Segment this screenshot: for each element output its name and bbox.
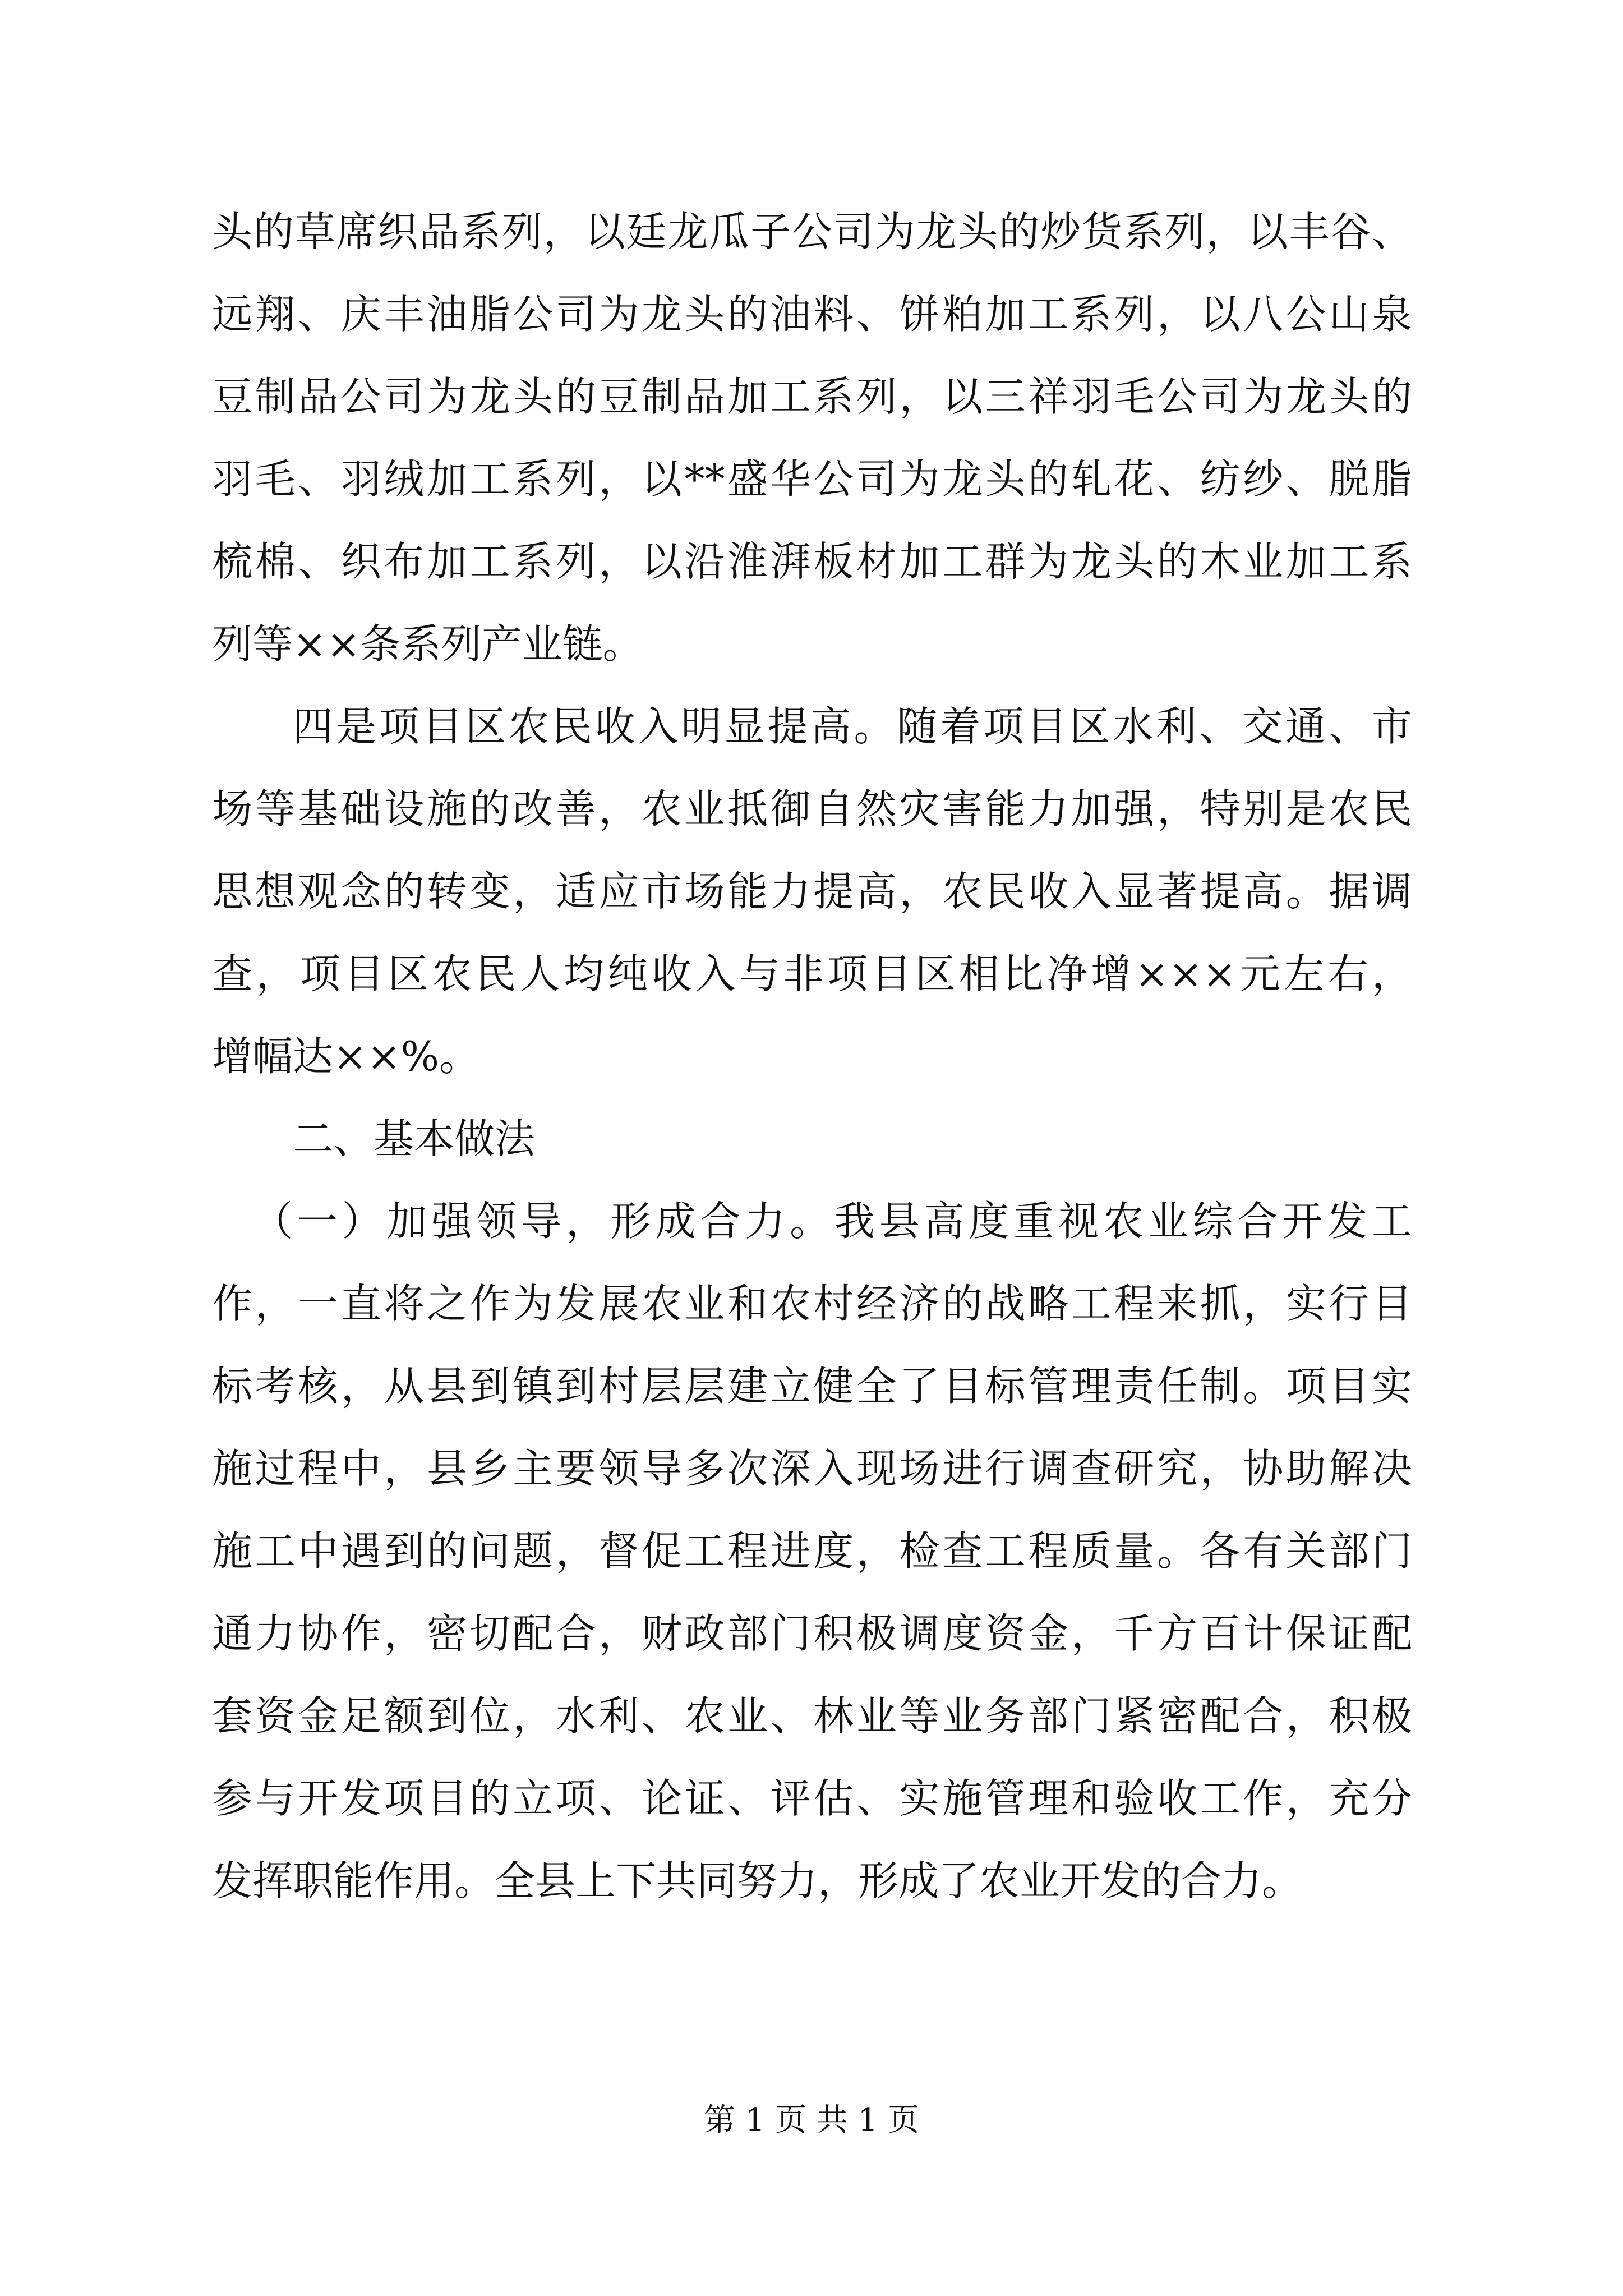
section-heading: 二、基本做法 <box>293 1115 536 1162</box>
text-line: 梳棉、织布加工系列，以沿淮湃板材加工群为龙头的木业加工系 <box>212 538 1412 585</box>
text-line: 标考核，从县到镇到村层层建立健全了目标管理责任制。项目实 <box>212 1363 1412 1410</box>
text-line: 施过程中，县乡主要领导多次深入现场进行调查研究，协助解决 <box>212 1445 1412 1492</box>
text-line: 参与开发项目的立项、论证、评估、实施管理和验收工作，充分 <box>212 1775 1412 1822</box>
text-line: 列等××条系列产业链。 <box>212 620 643 668</box>
document-body <box>212 191 1412 1922</box>
text-line: 头的草席织品系列，以廷龙瓜子公司为龙头的炒货系列，以丰谷、 <box>212 208 1412 255</box>
text-line: 场等基础设施的改善，农业抵御自然灾害能力加强，特别是农民 <box>212 785 1412 832</box>
paragraph-first-line: 四是项目区农民收入明显提高。随着项目区水利、交通、市 <box>293 703 1412 750</box>
text-line: 远翔、庆丰油脂公司为龙头的油料、饼粕加工系列，以八公山泉 <box>212 291 1412 338</box>
text-line: 羽毛、羽绒加工系列，以**盛华公司为龙头的轧花、纺纱、脱脂 <box>212 455 1412 503</box>
paragraph-first-line: （一）加强领导，形成合力。我县高度重视农业综合开发工 <box>252 1198 1412 1245</box>
text-line: 套资金足额到位，水利、农业、林业等业务部门紧密配合，积极 <box>212 1692 1412 1740</box>
page-footer: 第 1 页 共 1 页 <box>703 2102 920 2138</box>
text-line: 查，项目区农民人均纯收入与非项目区相比净增×××元左右， <box>212 950 1412 997</box>
text-line: 豆制品公司为龙头的豆制品加工系列，以三祥羽毛公司为龙头的 <box>212 373 1412 420</box>
text-line: 通力协作，密切配合，财政部门积极调度资金，千方百计保证配 <box>212 1610 1412 1657</box>
text-line: 发挥职能作用。全县上下共同努力，形成了农业开发的合力。 <box>212 1857 1303 1904</box>
text-line: 思想观念的转变，适应市场能力提高，农民收入显著提高。据调 <box>212 868 1412 915</box>
text-line: 施工中遇到的问题，督促工程进度，检查工程质量。各有关部门 <box>212 1527 1412 1575</box>
text-line: 增幅达××%。 <box>212 1033 480 1080</box>
text-line: 作，一直将之作为发展农业和农村经济的战略工程来抓，实行目 <box>212 1280 1412 1327</box>
